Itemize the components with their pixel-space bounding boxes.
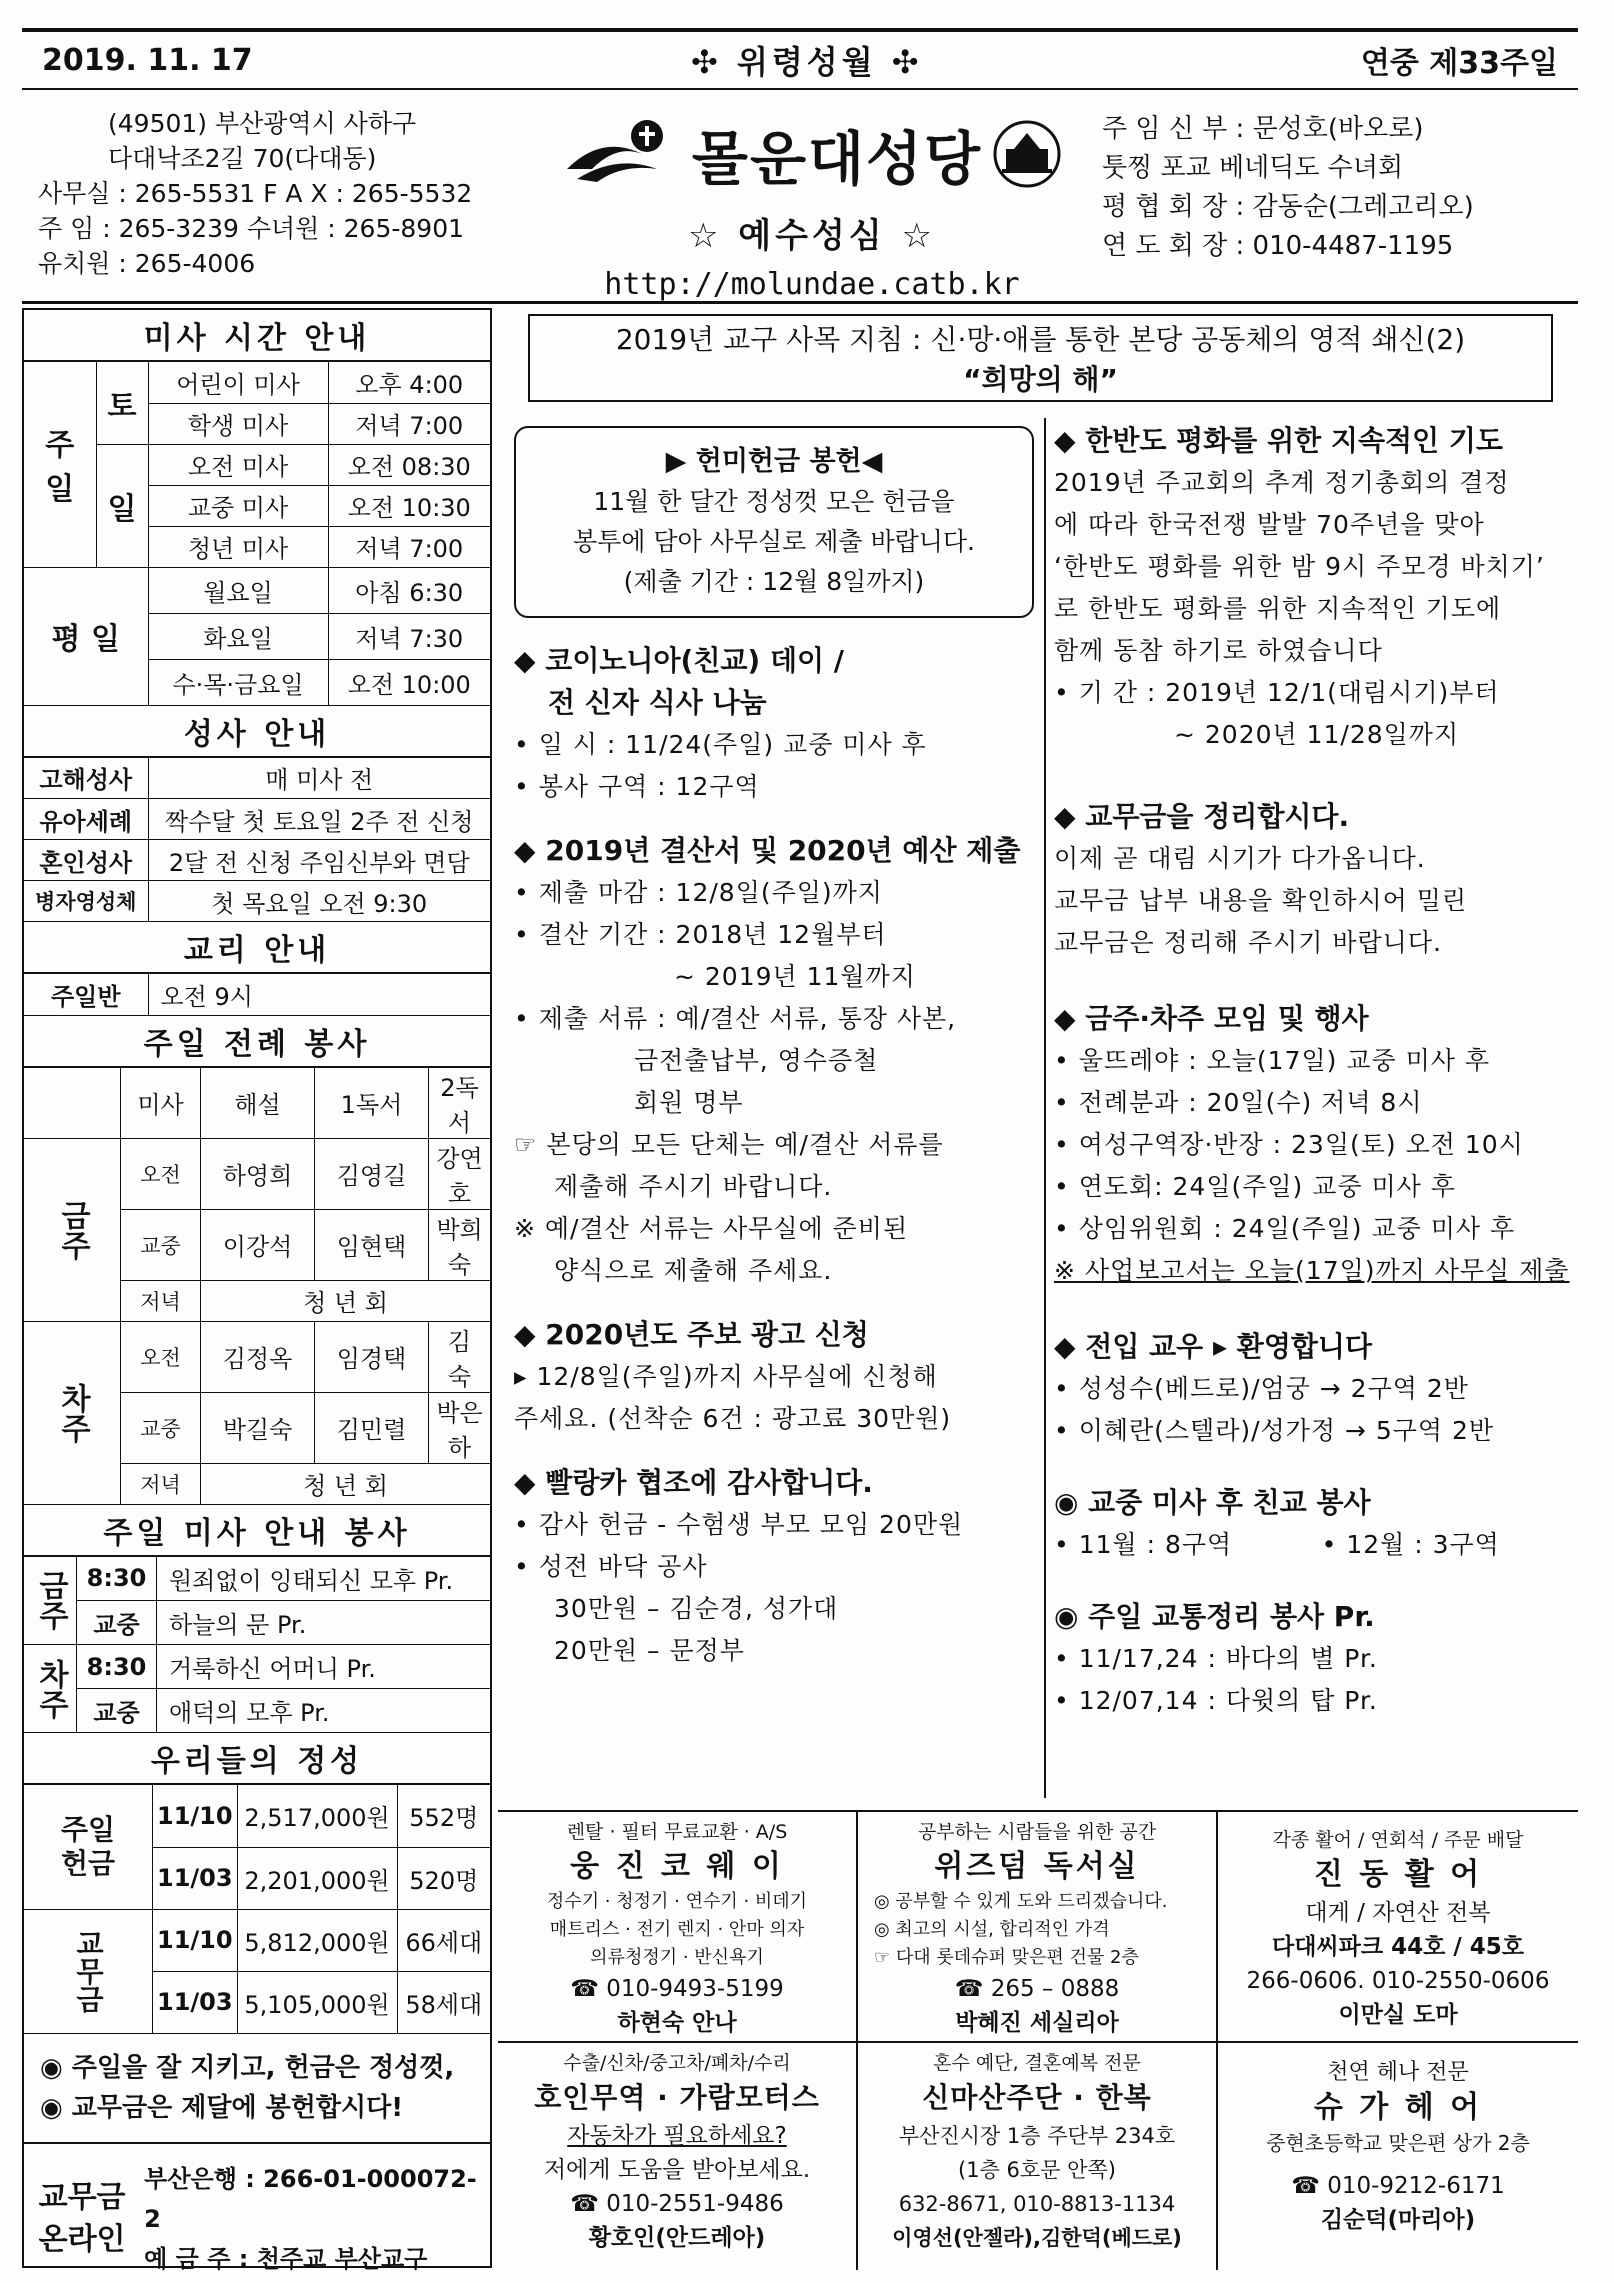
mass-time: 오전 08:30 — [328, 444, 490, 485]
ad-phone: 632-8671, 010-8813-1134 — [898, 2192, 1176, 2216]
issue-date: 2019. 11. 17 — [42, 42, 253, 78]
notice-text: 2019년 주교회의 추계 정기총회의 결정 — [1054, 468, 1510, 497]
ad-line: 대게 / 자연산 전복 — [1305, 1900, 1491, 1926]
table-row — [24, 1068, 490, 1139]
notice-heading: ◉ 교중 미사 후 친교 봉사 — [1054, 1486, 1371, 1519]
offering-amount: 5,812,000원 — [237, 1909, 397, 1971]
notice-item: 20만원 – 문정부 — [554, 1636, 745, 1665]
sacrament-name: 병자영성체 — [24, 881, 148, 922]
guide-group: 하늘의 문 Pr. — [157, 1601, 491, 1645]
reader-2: 강연호 — [429, 1138, 491, 1209]
news-column-2 — [1054, 420, 1574, 1722]
reader-1: 김영길 — [315, 1138, 429, 1209]
notice-heading: ◆ 교무금을 정리합시다. — [1054, 800, 1350, 833]
mass-slot: 8:30 — [77, 1557, 157, 1601]
notice-item: • 이혜란(스텔라)/성가정 → 5구역 2반 — [1054, 1416, 1495, 1445]
ad-caption: 혼수 예단, 결혼예복 전문 — [933, 2052, 1141, 2074]
news-column-1 — [514, 420, 1034, 1672]
table-row — [24, 799, 490, 840]
commentator: 하영희 — [201, 1138, 315, 1209]
ad-line: 매트리스 · 전기 렌지 · 안마 의자 — [549, 1919, 805, 1940]
heading-line: 전 신자 식사 나눔 — [548, 686, 767, 719]
notice-item: ~ 2019년 11월까지 — [674, 962, 916, 991]
notice-heading: ◆ 2020년도 주보 광고 신청 — [514, 1318, 869, 1351]
ad-motors — [498, 2041, 858, 2270]
ad-line: 부산진시장 1층 주단부 234호 — [898, 2124, 1176, 2148]
mass-slot: 오전 — [121, 1138, 201, 1209]
table-row — [24, 1909, 490, 1971]
offering-count: 58세대 — [397, 1971, 490, 2033]
offering-amount: 2,517,000원 — [237, 1785, 397, 1847]
ad-phone: ☎ 010-9493-5199 — [570, 1976, 784, 2002]
notice-line: 봉투에 담아 사무실로 제출 바랍니다. — [573, 527, 975, 556]
notice-text: 교무금 납부 내용을 확인하시어 밀린 — [1054, 886, 1468, 915]
notice-text: 함께 동참 하기로 하였습니다 — [1054, 636, 1383, 665]
offering-date: 11/03 — [153, 1971, 238, 2033]
column-divider — [1044, 418, 1046, 1798]
phone-line: 유치원 : 265-4006 — [38, 249, 256, 278]
reader-1: 임경택 — [315, 1321, 429, 1392]
column-header: 1독서 — [315, 1068, 429, 1139]
ad-contact: 이영선(안젤라),김한덕(베드로) — [892, 2226, 1182, 2250]
online-label-line: 온라인 — [38, 2221, 126, 2257]
ad-fish-restaurant — [1218, 1812, 1578, 2041]
offering-count: 552명 — [397, 1785, 490, 1847]
table-row — [24, 974, 490, 1015]
mass-slot: 저녁 — [121, 1463, 201, 1504]
mass-name: 어린이 미사 — [148, 362, 328, 403]
offering-date: 11/10 — [153, 1785, 238, 1847]
ad-caption: 천연 헤나 전문 — [1327, 2060, 1469, 2085]
ad-line: 의류청정기 · 반신욕기 — [590, 1947, 764, 1968]
ad-name: 웅 진 코 웨 이 — [570, 1849, 784, 1884]
heading-line: ◆ 코이노니아(친교) 데이 / — [514, 644, 845, 677]
sacrament-info: 매 미사 전 — [148, 758, 490, 799]
notice-item: • 성전 바닥 공사 — [514, 1552, 708, 1581]
ad-line: ◎ 공부할 수 있게 도와 드리겠습니다. — [874, 1891, 1168, 1912]
table-row — [24, 1557, 490, 1601]
reader-2: 박희숙 — [429, 1209, 491, 1280]
church-address — [38, 106, 558, 281]
bank-account: 부산은행 : 266-01-000072-2 — [144, 2164, 477, 2233]
phone-line: 사무실 : 265-5531 F A X : 265-5532 — [38, 179, 473, 208]
staff-line: 툿찡 포교 베네딕도 수녀회 — [1102, 153, 1404, 183]
offering-amount: 2,201,000원 — [237, 1847, 397, 1909]
notice-item: 회원 명부 — [634, 1088, 744, 1117]
mass-name: 화요일 — [148, 613, 328, 659]
offering-date: 11/10 — [153, 1909, 238, 1971]
sacrament-name: 유아세례 — [24, 799, 148, 840]
church-logo-icon — [562, 114, 682, 194]
ad-contact: 하현숙 안나 — [617, 2010, 737, 2036]
mass-time: 오전 10:30 — [328, 485, 490, 526]
liturgical-week: 연중 제33주일 — [1360, 46, 1558, 81]
youth-group: 청 년 회 — [201, 1463, 491, 1504]
mass-times-table — [24, 362, 490, 706]
address-line: (49501) 부산광역시 사하구 — [108, 109, 417, 138]
ad-name: 슈 가 헤 어 — [1313, 2090, 1483, 2125]
column-header: 미사 — [121, 1068, 201, 1139]
offering-title: 우리들의 정성 — [24, 1733, 490, 1785]
online-details — [130, 2159, 480, 2279]
notice-text: 이제 곧 대림 시기가 다가옵니다. — [1054, 844, 1426, 873]
table-row — [24, 840, 490, 881]
mass-time: 오후 4:00 — [328, 362, 490, 403]
mass-time: 아침 6:30 — [328, 567, 490, 613]
liturgy-title: 주일 전례 봉사 — [24, 1016, 490, 1068]
sacrament-info: 2달 전 신청 주임신부와 면담 — [148, 840, 490, 881]
bulletin-sheet — [22, 28, 1578, 2273]
notice-item: • 여성구역장·반장 : 23일(토) 오전 10시 — [1054, 1130, 1524, 1159]
sacrament-table — [24, 758, 490, 923]
offering-table — [24, 1785, 490, 2034]
staff-line: 연 도 회 장 : 010-4487-1195 — [1102, 231, 1454, 261]
reader-1: 임현택 — [315, 1209, 429, 1280]
offering-count: 520명 — [397, 1847, 490, 1909]
next-week-label: 차주 — [24, 1321, 121, 1504]
ad-caption: 렌탈 · 필터 무료교환 · A/S — [566, 1821, 788, 1843]
mass-slot: 교중 — [77, 1601, 157, 1645]
ad-name: 호인무역 · 가람모터스 — [534, 2081, 820, 2114]
notice-item: • 상임위원회 : 24일(주일) 교중 미사 후 — [1054, 1214, 1516, 1243]
ad-line: 중현초등학교 맞은편 상가 2층 — [1266, 2131, 1530, 2155]
notice-item: • 결산 기간 : 2018년 12월부터 — [514, 920, 887, 949]
church-building-icon — [992, 119, 1062, 189]
notice-text: ‘한반도 평화를 위한 밤 9시 주모경 바치기’ — [1054, 552, 1545, 581]
ad-study-room — [858, 1812, 1218, 2041]
offering-amount: 5,105,000원 — [237, 1971, 397, 2033]
ad-hair-salon — [1218, 2041, 1578, 2270]
sacrament-info: 첫 목요일 오전 9:30 — [148, 881, 490, 922]
ad-name: 신마산주단 · 한복 — [922, 2081, 1152, 2114]
motto-line: ◉ 주일을 잘 지키고, 헌금은 정성껏, — [40, 2052, 455, 2083]
liturgy-table — [24, 1068, 490, 1505]
youth-group: 청 년 회 — [201, 1280, 491, 1321]
mass-time: 저녁 7:30 — [328, 613, 490, 659]
notice-text: 교무금은 정리해 주시기 바랍니다. — [1054, 928, 1442, 957]
notice-item: ~ 2020년 11/28일까지 — [1174, 720, 1460, 749]
ad-line: ☞ 다대 롯데슈퍼 맞은편 건물 2층 — [874, 1947, 1139, 1968]
ad-line: 정수기 · 청정기 · 연수기 · 비데기 — [546, 1891, 808, 1912]
guide-table — [24, 1557, 490, 1734]
news-area — [498, 308, 1578, 1808]
guide-group: 원죄없이 잉태되신 모후 Pr. — [157, 1557, 491, 1601]
notice-item: 제출해 주시기 바랍니다. — [554, 1172, 833, 1201]
ad-caption: 수출/신차/중고차/폐차/수리 — [563, 2052, 791, 2074]
column-header: 2독서 — [429, 1068, 491, 1139]
notice-heading: ◆ 한반도 평화를 위한 지속적인 기도 — [1054, 424, 1503, 457]
notice-heading: ◆ 전입 교우 ▸ 환영합니다 — [1054, 1330, 1373, 1363]
ad-phone: ☎ 010-9212-6171 — [1291, 2173, 1505, 2199]
header — [22, 94, 1578, 304]
reader-2: 김 숙 — [429, 1321, 491, 1392]
catechism-time: 오전 9시 — [148, 974, 490, 1015]
notice-item: • 11월 : 8구역 • 12월 : 3구역 — [1054, 1530, 1500, 1559]
church-identity — [552, 104, 1072, 302]
account-holder: 예 금 주 : 천주교 부산교구 — [144, 2244, 428, 2273]
mass-name: 교중 미사 — [148, 485, 328, 526]
address-line: 다대낙조2길 70(다대동) — [108, 144, 377, 173]
ad-line: 자동차가 필요하세요? — [567, 2123, 787, 2149]
ad-contact: 황호인(안드레아) — [588, 2225, 766, 2251]
mass-slot: 오전 — [121, 1321, 201, 1392]
catechism-title: 교리 안내 — [24, 922, 490, 974]
table-row — [24, 1785, 490, 1847]
advertisements — [498, 1810, 1578, 2268]
reader-2: 박은하 — [429, 1392, 491, 1463]
ad-caption: 공부하는 시람들을 위한 공간 — [917, 1821, 1157, 1843]
notice-item: • 제출 마감 : 12/8일(주일)까지 — [514, 878, 883, 907]
notice-item: 금전출납부, 영수증철 — [634, 1046, 879, 1075]
ad-contact: 박혜진 세실리아 — [955, 2010, 1119, 2036]
sacrament-info: 짝수달 첫 토요일 2주 전 신청 — [148, 799, 490, 840]
banner-line: 2019년 교구 사목 지침 : 신·망·애를 통한 본당 공동체의 영적 쇄신(2) — [615, 323, 1466, 356]
ad-coway — [498, 1812, 858, 2041]
commentator: 박길숙 — [201, 1392, 315, 1463]
mass-name: 학생 미사 — [148, 403, 328, 444]
notice-item: 양식으로 제출해 주세요. — [554, 1256, 833, 1285]
ad-contact: 이만실 도마 — [1338, 2002, 1458, 2028]
notice-item: • 봉사 구역 : 12구역 — [514, 772, 760, 801]
sunday-offering-label: 주일 헌금 — [24, 1785, 153, 1909]
offering-count: 66세대 — [397, 1909, 490, 1971]
parish-dues-label: 교무금 — [24, 1909, 153, 2033]
notice-heading — [514, 640, 1034, 724]
sacrament-name: 고해성사 — [24, 758, 148, 799]
notice-text: 로 한반도 평화를 위한 지속적인 기도에 — [1054, 594, 1502, 623]
online-label — [34, 2177, 130, 2261]
notice-item: • 11/17,24 : 바다의 별 Pr. — [1054, 1644, 1378, 1673]
ad-line: 다대씨파크 44호 / 45호 — [1272, 1934, 1524, 1960]
offering-motto — [24, 2034, 490, 2144]
mass-slot: 저녁 — [121, 1280, 201, 1321]
notice-item: • 울뜨레야 : 오늘(17일) 교중 미사 후 — [1054, 1046, 1490, 1075]
notice-item: ☞ 본당의 모든 단체는 예/결산 서류를 — [514, 1130, 944, 1159]
this-week-label: 금주 — [24, 1138, 121, 1321]
mass-slot: 교중 — [121, 1209, 201, 1280]
online-label-line: 교무금 — [38, 2179, 126, 2215]
mass-name: 월요일 — [148, 567, 328, 613]
ad-contact: 김순덕(마리아) — [1320, 2207, 1476, 2233]
ad-line: 저에게 도움을 받아보세요. — [543, 2157, 811, 2183]
notice-heading: ◆ 2019년 결산서 및 2020년 예산 제출 — [514, 834, 1021, 867]
offering-notice-box — [514, 426, 1034, 618]
schedule-column — [22, 308, 492, 2273]
ad-line: (1층 6호문 안쪽) — [958, 2158, 1116, 2182]
ad-phone: ☎ 010-2551-9486 — [570, 2191, 784, 2217]
notice-item: • 전례분과 : 20일(수) 저녁 8시 — [1054, 1088, 1423, 1117]
offering-date: 11/03 — [153, 1847, 238, 1909]
logo-row — [552, 104, 1072, 204]
this-week-label: 금주 — [24, 1557, 77, 1645]
pastoral-banner — [528, 314, 1553, 402]
staff-line: 평 협 회 장 : 감동순(그레고리오) — [1102, 192, 1474, 222]
notice-item: • 12/07,14 : 다윗의 탑 Pr. — [1054, 1686, 1378, 1715]
mass-slot: 교중 — [121, 1392, 201, 1463]
sacrament-title: 성사 안내 — [24, 706, 490, 758]
table-row — [24, 1601, 490, 1645]
ad-caption: 각종 활어 / 연회석 / 주문 배달 — [1272, 1829, 1524, 1851]
notice-item: ▸ 12/8일(주일)까지 사무실에 신청해 — [514, 1362, 938, 1391]
notice-title: ▶ 헌미헌금 봉헌◀ — [665, 446, 883, 477]
notice-item: • 연도회: 24일(주일) 교중 미사 후 — [1054, 1172, 1456, 1201]
table-row — [24, 362, 490, 403]
top-bar — [22, 28, 1578, 90]
notice-item: 30만원 – 김순경, 성가대 — [554, 1594, 839, 1623]
online-payment — [24, 2144, 490, 2283]
phone-line: 주 임 : 265-3239 수녀원 : 265-8901 — [38, 214, 464, 243]
table-row — [24, 567, 490, 613]
table-row — [24, 1321, 490, 1392]
guide-title: 주일 미사 안내 봉사 — [24, 1505, 490, 1557]
notice-heading: ◆ 빨랑카 협조에 감사합니다. — [514, 1466, 873, 1499]
notice-item: • 일 시 : 11/24(주일) 교중 미사 후 — [514, 730, 927, 759]
mass-time: 저녁 7:00 — [328, 403, 490, 444]
ad-name: 위즈덤 독서실 — [934, 1849, 1140, 1884]
sunday-day-label: 일 — [96, 444, 148, 567]
weekday-label: 평 일 — [24, 567, 148, 705]
mass-slot: 교중 — [77, 1689, 157, 1733]
mass-name: 오전 미사 — [148, 444, 328, 485]
sunday-label: 주 일 — [24, 362, 96, 567]
church-motto: ☆ 예수성심 ☆ — [687, 216, 936, 256]
ad-name: 진 동 활 어 — [1313, 1857, 1483, 1892]
notice-item: ※ 사업보고서는 오늘(17일)까지 사무실 제출 — [1054, 1256, 1570, 1285]
table-row — [24, 758, 490, 799]
notice-item: • 감사 헌금 - 수험생 부모 모임 20만원 — [514, 1510, 964, 1539]
notice-item: • 제출 서류 : 예/결산 서류, 통장 사본, — [514, 1004, 957, 1033]
catechism-class: 주일반 — [24, 974, 148, 1015]
mass-name: 수·목·금요일 — [148, 659, 328, 705]
table-row — [24, 881, 490, 922]
notice-item: • 성성수(베드로)/엄궁 → 2구역 2반 — [1054, 1374, 1469, 1403]
ad-line: ◎ 최고의 시설, 합리적인 가격 — [874, 1919, 1110, 1940]
ad-hanbok — [858, 2041, 1218, 2270]
notice-text: 에 따라 한국전쟁 발발 70주년을 맞아 — [1054, 510, 1485, 539]
notice-line: (제출 기간 : 12월 8일까지) — [623, 567, 925, 596]
next-week-label: 차주 — [24, 1645, 77, 1733]
reader-1: 김민렬 — [315, 1392, 429, 1463]
liturgical-month: ✣ 위령성월 ✣ — [691, 43, 923, 81]
mass-name: 청년 미사 — [148, 526, 328, 567]
commentator: 김정옥 — [201, 1321, 315, 1392]
guide-group: 애덕의 모후 Pr. — [157, 1689, 491, 1733]
saturday-label: 토 — [96, 362, 148, 444]
commentator: 이강석 — [201, 1209, 315, 1280]
staff-line: 주 임 신 부 : 문성호(바오로) — [1102, 114, 1424, 144]
notice-item: ※ 예/결산 서류는 사무실에 준비된 — [514, 1214, 909, 1243]
church-name: 몰운대성당 — [691, 125, 983, 193]
church-url[interactable]: http://molundae.catb.kr — [604, 267, 1020, 302]
mass-time: 저녁 7:00 — [328, 526, 490, 567]
notice-line: 11월 한 달간 정성껏 모은 헌금을 — [593, 487, 955, 516]
table-row — [24, 1138, 490, 1209]
motto-line: ◉ 교무금은 제달에 봉헌합시다! — [40, 2092, 404, 2123]
banner-theme: “희망의 해” — [963, 363, 1118, 396]
catechism-table — [24, 974, 490, 1016]
mass-time: 오전 10:00 — [328, 659, 490, 705]
mass-slot: 8:30 — [77, 1645, 157, 1689]
guide-group: 거룩하신 어머니 Pr. — [157, 1645, 491, 1689]
notice-heading: ◉ 주일 교통정리 봉사 Pr. — [1054, 1600, 1375, 1633]
ad-phone: ☎ 265 – 0888 — [954, 1976, 1120, 2002]
column-header: 해설 — [201, 1068, 315, 1139]
notice-item: • 기 간 : 2019년 12/1(대림시기)부터 — [1054, 678, 1500, 707]
ad-phone: 266-0606. 010-2550-0606 — [1246, 1968, 1550, 1994]
sacrament-name: 혼인성사 — [24, 840, 148, 881]
notice-heading: ◆ 금주·차주 모임 및 행사 — [1054, 1002, 1369, 1035]
table-row — [24, 1689, 490, 1733]
church-staff — [1102, 110, 1572, 266]
mass-times-title: 미사 시간 안내 — [24, 310, 490, 362]
notice-item: 주세요. (선착순 6건 : 광고료 30만원) — [514, 1404, 952, 1433]
table-row — [24, 1645, 490, 1689]
